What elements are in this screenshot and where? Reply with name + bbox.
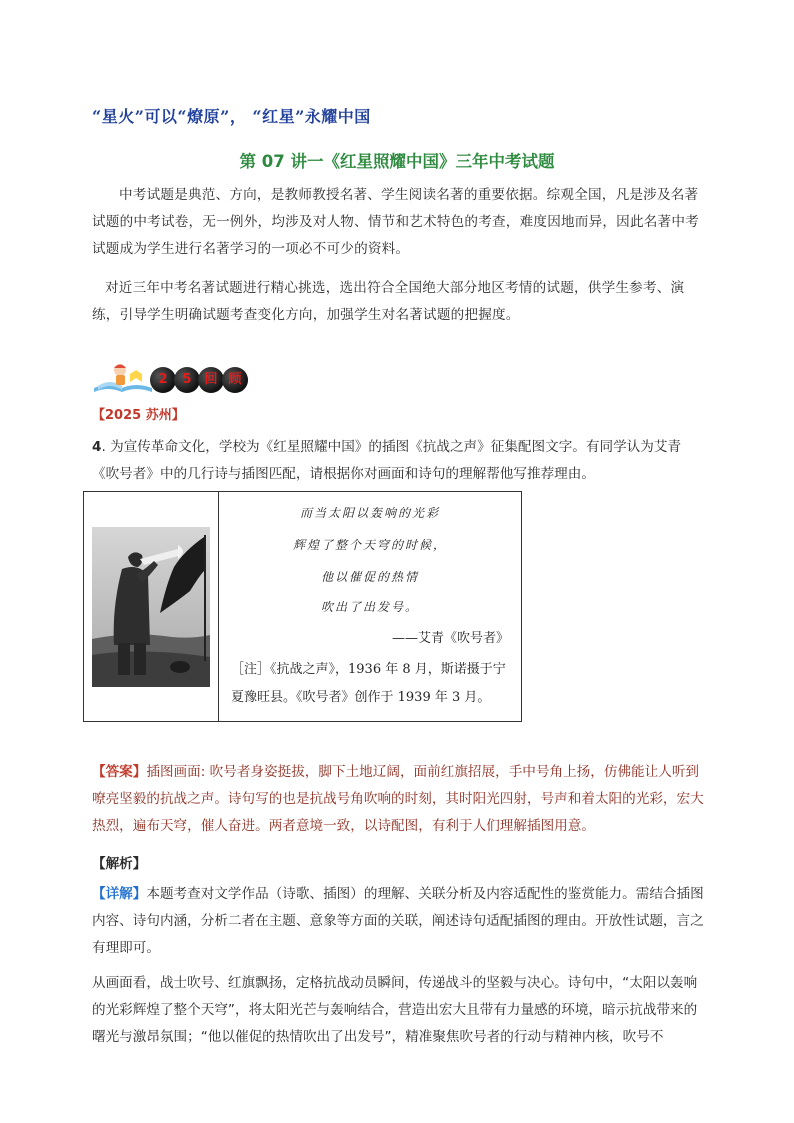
badge-ball-2: 5 [174, 367, 200, 393]
slogan-heading: “星火”可以“燎原”， “红星”永耀中国 [92, 107, 371, 126]
poem-line-4: 吹出了出发号。 [320, 600, 419, 614]
detail-text: 本题考查对文学作品（诗歌、插图）的理解、关联分析及内容适配性的鉴赏能力。需结合插图内容、诗句内涵，分析二者在主题、意象等方面的关联，阐述诗句适配插图的理由。开放性试题，言之有理即可。 [92, 886, 704, 956]
page-title: 第 07 讲一《红星照耀中国》三年中考试题 [239, 152, 555, 171]
bugler-photo [92, 527, 210, 687]
review-badge [92, 364, 252, 396]
poem-line-3: 他以催促的热情 [320, 570, 419, 584]
answer-block [92, 759, 704, 840]
poem-line-2: 辉煌了整个天穹的时候， [292, 538, 447, 552]
analysis-paragraph: 从画面看，战士吹号、红旗飘扬，定格抗战动员瞬间，传递战斗的坚毅与决心。诗句中，“太阳以轰响的光彩辉煌了整个天穹”，将太阳光芒与轰响结合，营造出宏大且带有力量感的环境，暗示抗战带来的曙光与激昂氛围；“他以催促的热情吹出了出发号”，精准聚焦吹号者的行动与精神内核，吹号不 [92, 975, 698, 1045]
question-text [92, 434, 704, 488]
badge-ball-1: 2 [150, 367, 176, 393]
reading-child-icon [92, 362, 154, 396]
illustration-note: ［注］《抗战之声》，1936 年 8 月，斯诺摄于宁夏豫旺县。《吹号者》创作于 1939 年 3 月。 [231, 662, 506, 705]
intro-paragraph-2: 对近三年中考名著试题进行精心挑选，选出符合全国绝大部分地区考情的试题，供学生参考、演练，引导学生明确试题考查变化方向，加强学生对名著试题的把握度。 [92, 280, 685, 323]
answer-label: 【答案】 [92, 764, 147, 780]
intro-paragraph-1: 中考试题是典范、方向，是教师教授名著、学生阅读名著的重要依据。综观全国，凡是涉及名著试题的中考试卷，无一例外，均涉及对人物、情节和艺术特色的考查，难度因地而异，因此名著中考试题成为学生进行名著学习的一项必不可少的资料。 [92, 187, 699, 257]
answer-text: 插图画面: 吹号者身姿挺拔，脚下土地辽阔，面前红旗招展，手中号角上扬，仿佛能让人听到嘹亮坚毅的抗战之声。诗句写的也是抗战号角吹响的时刻，其时阳光四射，号声和着太阳的光彩，宏大热烈，遍布天穹，催人奋进。两者意境一致，以诗配图，有利于人们理解插图用意。 [92, 764, 704, 834]
source-tag: 【2025 苏州】 [92, 408, 185, 423]
analysis-label: 【解析】 [92, 856, 147, 872]
badge-ball-3: 回 [198, 367, 224, 393]
bugler-photo-image [92, 527, 210, 687]
poem-attribution: ——艾青《吹号者》 [391, 631, 509, 646]
illustration-table [83, 491, 522, 722]
detail-label: 【详解】 [92, 886, 147, 902]
badge-ball-4: 顾 [222, 367, 248, 393]
poem-line-1: 而当太阳以轰响的光彩 [299, 506, 440, 520]
question-number: 4 [92, 439, 102, 455]
question-body: . 为宣传革命文化，学校为《红星照耀中国》的插图《抗战之声》征集配图文字。有同学认为艾青《吹号者》中的几行诗与插图匹配，请根据你对画面和诗句的理解帮他写推荐理由。 [92, 439, 682, 482]
detail-block [92, 881, 704, 962]
